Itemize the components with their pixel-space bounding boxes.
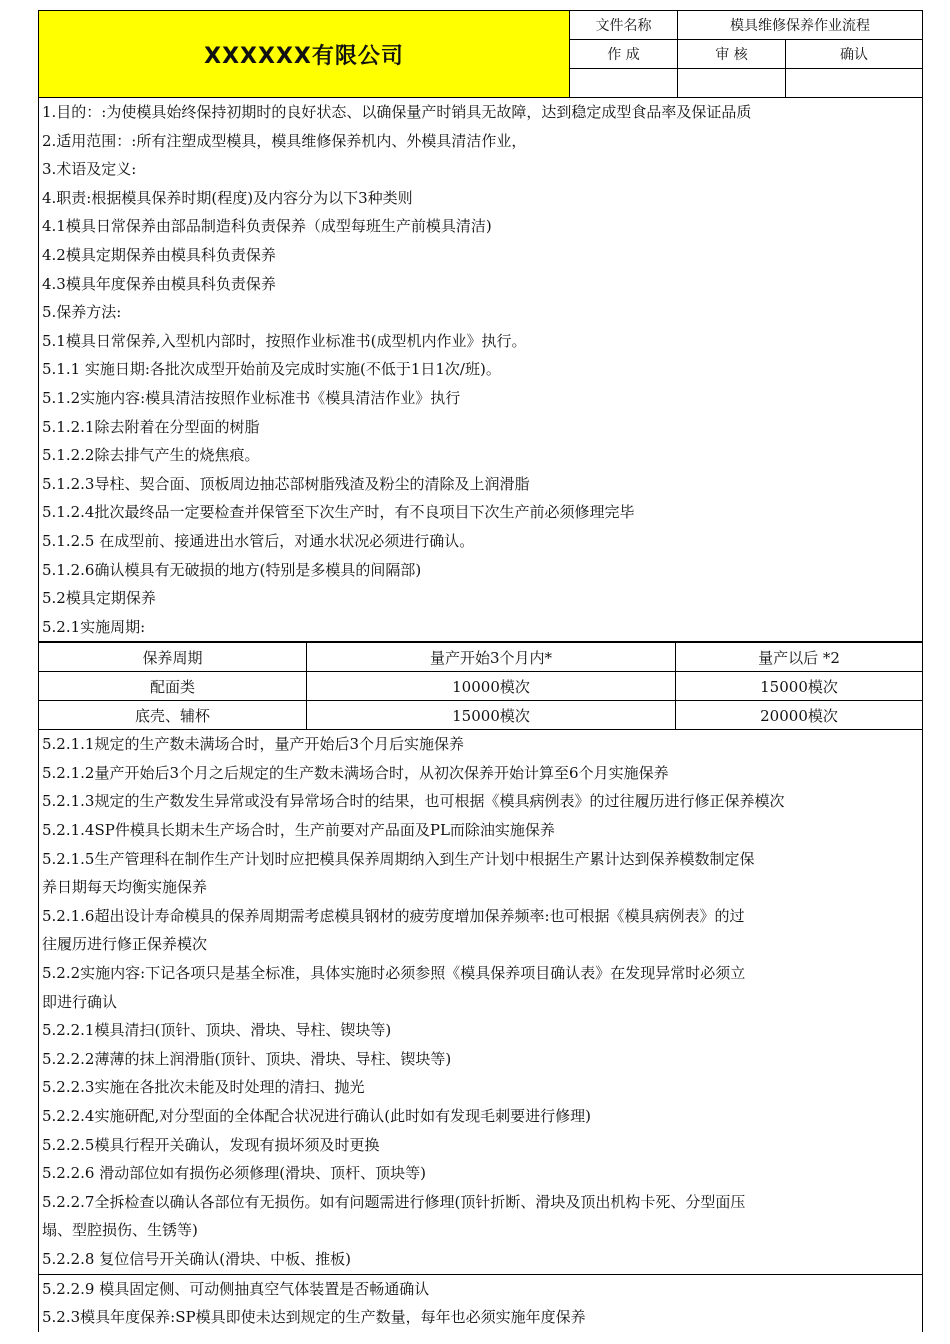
document-page [38, 10, 923, 1332]
review-signature-cell[interactable] [678, 69, 786, 97]
body-line: 4.2模具定期保养由模具科负责保养 [42, 245, 276, 264]
body-section-3 [38, 1275, 923, 1332]
doc-meta-table [570, 11, 922, 97]
body-line: 5.1.1 实施日期:各批次成型开始前及完成时实施(不低于1日1次/班)。 [42, 360, 501, 379]
body-line: 5.1.2.5 在成型前、接通进出水管后，对通水状况必须进行确认。 [42, 531, 475, 550]
body-section-1 [38, 98, 923, 642]
body-line: 5.2.1.2量产开始后3个月之后规定的生产数未满场合时，从初次保养开始计算至6个月实施保养 [42, 763, 669, 782]
body-line: 5.1.2.4批次最终品一定要检查并保管至下次生产时，有不良项目下次生产前必须修理完毕 [42, 503, 635, 522]
body-line: 1.目的：:为使模具始终保持初期时的良好状态、以确保量产时销具无故障，达到稳定成型食品率及保证品质 [42, 103, 752, 121]
body-line: 5.2.2.2薄薄的抹上润滑脂(顶针、顶块、滑块、导柱、锲块等) [42, 1049, 452, 1068]
body-line: 4.职责:根据模具保养时期(程度)及内容分为以下3种类则 [42, 188, 413, 207]
body-line: 2.适用范围：:所有注塑成型模具，模具维修保养机内、外模具清洁作业， [42, 131, 527, 150]
body-line: 5.2.1.5生产管理科在制作生产计划时应把模具保养周期纳入到生产计划中根据生产累计达到保养模数制定保 [42, 849, 755, 868]
company-name: XXXXXX有限公司 [39, 11, 570, 97]
body-line: 4.1模具日常保养由部品制造科负责保养（成型每班生产前模具清洁) [42, 217, 492, 236]
body-line: 3.术语及定义: [42, 160, 137, 179]
body-line: 5.2.1.3规定的生产数发生异常或没有异常场合时的结果，也可根据《模具病例表》的过往履历进行修正保养模次 [42, 792, 785, 811]
cycle-table-cell: 15000模次 [676, 672, 923, 701]
body-line: 5.2.2.5模具行程开关确认，发现有损坏须及时更换 [42, 1135, 380, 1154]
body-line: 4.3模具年度保养由模具科负责保养 [42, 274, 276, 293]
body-line: 5.2.2.6 滑动部位如有损伤必须修理(滑块、顶杆、顶块等) [42, 1164, 426, 1183]
made-label: 作 成 [570, 40, 678, 68]
body-line: 5.2.3模具年度保养:SP模具即使未达到规定的生产数量，每年也必须实施年度保养 [42, 1308, 586, 1327]
body-line: 5.2.1实施周期: [42, 617, 146, 636]
doc-name-value: 模具维修保养作业流程 [730, 18, 870, 34]
cycle-table-cell: 10000模次 [307, 672, 676, 701]
body-line: 5.1.2.6确认模具有无破损的地方(特别是多模具的间隔部) [42, 560, 422, 579]
body-line: 5.2.2.8 复位信号开关确认(滑块、中板、推板) [42, 1249, 351, 1268]
body-line: 塌、型腔损伤、生锈等) [42, 1221, 198, 1240]
body-line: 往履历进行修正保养模次 [42, 935, 208, 954]
meta-row-roles [570, 40, 922, 69]
cycle-table-header-row [39, 643, 923, 672]
confirm-label: 确认 [840, 47, 868, 63]
body-line: 5.2.1.4SP件模具长期未生产场合时，生产前要对产品面及PL而除油实施保养 [42, 821, 555, 840]
body-line: 5.2.2.4实施研配,对分型面的全体配合状况进行确认(此时如有发现毛刺要进行修理) [42, 1107, 591, 1125]
body-line: 5.2.2.7全拆检查以确认各部位有无损伤。如有问题需进行修理(顶针折断、滑块及顶出机构卡死、分型面压 [42, 1192, 746, 1211]
header-block [38, 10, 923, 98]
cycle-table-cell: 配面类 [39, 672, 307, 701]
body-line: 5.2.2.1模具清扫(顶针、顶块、滑块、导柱、锲块等) [42, 1021, 392, 1040]
confirm-signature-cell[interactable] [786, 69, 922, 97]
body-line: 即进行确认 [42, 992, 118, 1011]
cycle-table-cell: 底壳、辅杯 [39, 701, 307, 730]
meta-row-signatures [570, 69, 922, 97]
body-line: 5.1.2.1除去附着在分型面的树脂 [42, 417, 260, 436]
body-line: 5.1.2.3导柱、契合面、顶板周边抽芯部树脂残渣及粉尘的清除及上润滑脂 [42, 474, 530, 493]
cycle-table-header: 保养周期 [39, 643, 307, 672]
cycle-table-header: 量产以后 *2 [676, 643, 923, 672]
body-line: 5.1.2实施内容:模具清洁按照作业标准书《模具清洁作业》执行 [42, 388, 461, 407]
body-line: 养日期每天均衡实施保养 [42, 878, 208, 897]
body-line: 5.保养方法: [42, 303, 122, 322]
body-line: 5.2.2实施内容:下记各项只是基全标准，具体实施时必须参照《模具保养项目确认表》在发现异常时必须立 [42, 964, 746, 983]
body-line: 5.2.1.1规定的生产数未满场合时，量产开始后3个月后实施保养 [42, 735, 465, 754]
body-line: 5.1模具日常保养,入型机内部时，按照作业标准书(成型机内作业》执行。 [42, 331, 527, 350]
doc-name-label: 文件名称 [570, 11, 678, 39]
made-signature-cell[interactable] [570, 69, 678, 97]
body-line: 5.2.1.6超出设计寿命模具的保养周期需考虑模具钢材的疲劳度增加保养频率:也可根据《模具病例表》的过 [42, 906, 745, 925]
cycle-table-cell: 15000模次 [307, 701, 676, 730]
cycle-table-header: 量产开始3个月内* [307, 643, 676, 672]
body-section-2 [38, 730, 923, 1274]
cycle-table-row [39, 672, 923, 701]
body-line: 5.2.2.9 模具固定侧、可动侧抽真空气体装置是否畅通确认 [42, 1279, 430, 1298]
maintenance-cycle-table [38, 642, 923, 730]
cycle-table-row [39, 701, 923, 730]
cycle-table-cell: 20000模次 [676, 701, 923, 730]
body-line: 5.1.2.2除去排气产生的烧焦痕。 [42, 446, 260, 465]
meta-row-docname [570, 11, 922, 40]
body-line: 5.2.2.3实施在各批次未能及时处理的清扫、抛光 [42, 1078, 365, 1097]
body-line: 5.2模具定期保养 [42, 589, 156, 608]
review-label: 审 核 [678, 40, 786, 68]
